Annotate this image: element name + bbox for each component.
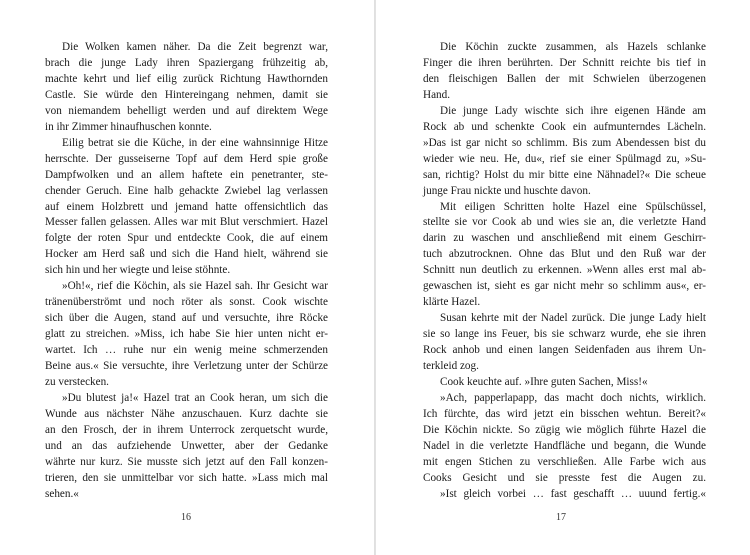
text-line: mit engen Stichen zu verschließen. Alle Farbe wich aus <box>423 455 706 468</box>
text-line: terkleid zog. <box>423 360 479 373</box>
text-line: an den Frosch, der in ihrem Unterrock zerquetscht wurde, <box>45 423 328 436</box>
text-line: »Ach, papperlapapp, das macht doch nichts, wirklich. <box>440 391 706 404</box>
text-line: gewaschen ist, sieht es gar nicht mehr so schlimm aus«, er- <box>423 280 706 293</box>
text-line: Finger die ihren berührten. Der Schnitt reichte bis tief in <box>423 56 706 69</box>
text-line: in ihr Zimmer hinaufhuschen konnte. <box>45 120 212 133</box>
text-line: stellte sie vor Cook ab und wies sie an, die verletzte Hand <box>423 216 706 229</box>
page-number-right: 17 <box>556 512 566 523</box>
text-line: Nadel in die verletzte Handfläche und begann, die Wunde <box>423 439 706 452</box>
text-line: Wunde aus nächster Nähe anzuschauen. Kurz dachte sie <box>45 407 328 420</box>
text-line: folgte der roten Spur und entdeckte Cook, die auf einem <box>45 232 328 245</box>
text-line: junge Frau nickte und huschte davon. <box>423 184 591 197</box>
text-line: Rock anhob und einen langen Seidenfaden aus ihrem Un- <box>423 344 706 357</box>
text-line: den fleischigen Ballen der mit Schwielen überzogenen <box>423 72 706 85</box>
text-line: Die junge Lady wischte sich ihre eigenen Hände am <box>440 104 706 117</box>
text-line: herrschte. Der gusseiserne Topf auf dem Herd spie große <box>45 152 328 165</box>
text-line: von niemandem behelligt werden und auf direktem Wege <box>45 104 328 117</box>
text-line: trieren, den sie unmittelbar vor sich hatte. »Lass mich mal <box>45 471 328 484</box>
text-line: tuch abzutrocknen. Ohne das Blut und den Ruß war der <box>423 248 706 261</box>
text-line: tränenüberströmt und noch röter als sonst. Cook wischte <box>45 296 328 309</box>
text-line: währte nur kurz. Sie musste sich jetzt auf den Fall konzen- <box>45 455 328 468</box>
text-line: und an das aufziehende Unwetter, aber der Gedanke <box>45 439 328 452</box>
text-line: chender Geruch. Eine halb gehackte Zwiebel lag verlassen <box>45 184 328 197</box>
text-line: »Du blutest ja!« Hazel trat an Cook heran, um sich die <box>62 391 328 404</box>
text-line: auf einem Holzbrett und jemand hatte offensichtlich das <box>45 200 328 213</box>
text-line: Ich fürchte, das wird jetzt ein bisschen wehtun. Bereit?« <box>423 407 706 420</box>
text-line: Eilig betrat sie die Küche, in der eine wahnsinnige Hitze <box>62 136 328 149</box>
text-line: sie so lange ins Feuer, bis sie schwarz wurde, ehe sie ihren <box>423 328 706 341</box>
right-page-text <box>423 40 706 503</box>
text-line: Dampfwolken und an allem haftete ein penetranter, ste- <box>45 168 328 181</box>
text-line: Hand. <box>423 88 451 101</box>
right-page <box>376 0 750 555</box>
text-line: wieder wie neu. He, du«, rief sie einer Spülmagd zu, »Su- <box>423 152 706 165</box>
text-line: »Ist gleich vorbei … fast geschafft … uuund fertig.« <box>440 487 706 500</box>
text-line: Schnitt nun deutlich zu erkennen. »Wenn alles erst mal ab- <box>423 264 706 277</box>
text-line: darin zu waschen und anschließend mit einem Geschirr- <box>423 232 706 245</box>
text-line: klärte Hazel. <box>423 296 481 309</box>
text-line: Castle. Sie würde den Hintereingang nehmen, damit sie <box>45 88 328 101</box>
text-line: Mit eiligen Schritten holte Hazel eine Spülschüssel, <box>440 200 706 213</box>
text-line: sich hin und her wiegte und leise stöhnte. <box>45 264 231 277</box>
text-line: Susan kehrte mit der Nadel zurück. Die junge Lady hielt <box>440 312 706 325</box>
text-line: Cook keuchte auf. »Ihre guten Sachen, Miss!« <box>440 376 648 389</box>
text-line: glatt zu streichen. »Miss, ich habe Sie hier unten nicht er- <box>45 328 328 341</box>
text-line: Beine aus.« Sie versuchte, ihre Verletzung unter der Schürze <box>45 360 328 373</box>
text-line: Die Köchin nickte. So zügig wie möglich führte Hazel die <box>423 423 706 436</box>
text-line: san, richtig? Holst du mir bitte eine Nähnadel?« Die scheue <box>423 168 706 181</box>
text-line: »Oh!«, rief die Köchin, als sie Hazel sah. Ihr Gesicht war <box>62 280 328 293</box>
text-line: Rock ab und schenkte Cook ein aufmunterndes Lächeln. <box>423 120 706 133</box>
text-line: Cooks Gesicht und sie presste fest die Augen zu. <box>423 471 706 484</box>
text-line: zu verstecken. <box>45 376 109 389</box>
text-line: »Das ist gar nicht so schlimm. Bis zum Abendessen bist du <box>423 136 706 149</box>
page-number-left: 16 <box>181 512 191 523</box>
text-line: sich über die Augen, stand auf und versuchte, ihre Röcke <box>45 312 328 325</box>
left-page <box>0 0 374 555</box>
text-line: Die Köchin zuckte zusammen, als Hazels schlanke <box>440 41 706 53</box>
text-line: machte kehrt und lief eilig zurück Richtung Hawthornden <box>45 72 328 85</box>
text-line: wartet. Ich … ruhe nur ein wenig meine schmerzenden <box>45 344 328 357</box>
left-page-text <box>45 40 328 503</box>
text-line: brach die junge Lady ihren Spaziergang frühzeitig ab, <box>45 56 328 69</box>
text-line: Hocker am Herd saß und sich die Hand hielt, während sie <box>45 248 328 261</box>
text-line: Die Wolken kamen näher. Da die Zeit begrenzt war, <box>62 41 328 53</box>
text-line: Messer fallen gelassen. Alles war mit Blut verschmiert. Hazel <box>45 216 328 229</box>
text-line: sehen.« <box>45 487 79 500</box>
